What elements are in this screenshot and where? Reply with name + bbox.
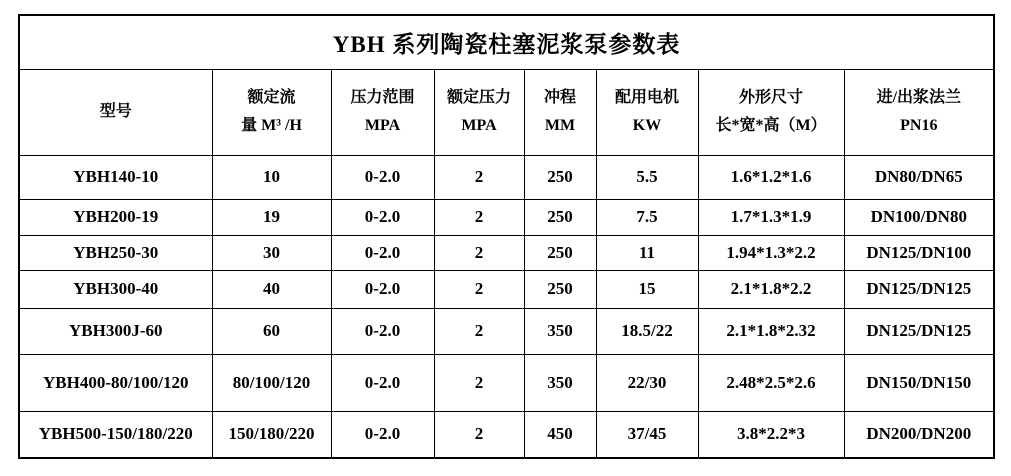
cell-rated-flow: 30 [212, 235, 331, 270]
cell-model: YBH500-150/180/220 [19, 411, 212, 458]
col-header-model [19, 69, 212, 155]
col-header-rated-flow [212, 69, 331, 155]
cell-rated-flow: 60 [212, 308, 331, 354]
col-header-rated-flow-line1: 额定流 [247, 89, 296, 106]
col-header-rated-pressure-line2: MPA [461, 117, 497, 134]
col-header-flange-line2: PN16 [900, 117, 938, 134]
col-header-stroke-line1: 冲程 [543, 89, 576, 106]
cell-motor-power: 11 [596, 235, 698, 270]
cell-pressure-range: 0-2.0 [331, 354, 434, 411]
cell-rated-flow: 150/180/220 [212, 411, 331, 458]
cell-flange: DN100/DN80 [844, 199, 994, 235]
cell-rated-pressure: 2 [434, 411, 524, 458]
cell-rated-pressure: 2 [434, 270, 524, 308]
col-header-pressure-range-line2: MPA [364, 117, 401, 134]
col-header-dimensions-line1: 外形尺寸 [738, 89, 803, 106]
cell-dimensions: 1.7*1.3*1.9 [698, 199, 844, 235]
cell-flange: DN125/DN100 [844, 235, 994, 270]
col-header-flange [844, 69, 994, 155]
cell-model: YBH300-40 [19, 270, 212, 308]
cell-rated-pressure: 2 [434, 354, 524, 411]
cell-stroke: 250 [524, 270, 596, 308]
table-row [19, 199, 994, 235]
cell-rated-flow: 80/100/120 [212, 354, 331, 411]
col-header-motor-power-line1: 配用电机 [614, 89, 679, 106]
cell-dimensions: 2.48*2.5*2.6 [698, 354, 844, 411]
cell-stroke: 250 [524, 235, 596, 270]
cell-model: YBH300J-60 [19, 308, 212, 354]
col-header-flange-line1: 进/出浆法兰 [876, 89, 962, 106]
cell-model: YBH250-30 [19, 235, 212, 270]
cell-rated-pressure: 2 [434, 235, 524, 270]
cell-pressure-range: 0-2.0 [331, 411, 434, 458]
table-row [19, 411, 994, 458]
table-row [19, 308, 994, 354]
col-header-pressure-range [331, 69, 434, 155]
col-header-model-line1: 型号 [99, 103, 132, 120]
cell-pressure-range: 0-2.0 [331, 235, 434, 270]
cell-rated-pressure: 2 [434, 199, 524, 235]
cell-motor-power: 5.5 [596, 155, 698, 199]
col-header-dimensions-line2: 长*宽*高（M） [715, 117, 827, 134]
cell-motor-power: 18.5/22 [596, 308, 698, 354]
cell-pressure-range: 0-2.0 [331, 155, 434, 199]
table-row [19, 270, 994, 308]
col-header-motor-power-line2: KW [632, 117, 662, 134]
cell-model: YBH200-19 [19, 199, 212, 235]
pump-parameters-table [18, 14, 995, 459]
page-title: YBH 系列陶瓷柱塞泥浆泵参数表 [19, 15, 994, 69]
cell-flange: DN125/DN125 [844, 270, 994, 308]
cell-pressure-range: 0-2.0 [331, 270, 434, 308]
cell-flange: DN80/DN65 [844, 155, 994, 199]
cell-pressure-range: 0-2.0 [331, 308, 434, 354]
cell-stroke: 350 [524, 308, 596, 354]
col-header-motor-power [596, 69, 698, 155]
col-header-stroke [524, 69, 596, 155]
cell-rated-flow: 40 [212, 270, 331, 308]
col-header-pressure-range-line1: 压力范围 [350, 89, 415, 106]
cell-stroke: 250 [524, 199, 596, 235]
table-row [19, 235, 994, 270]
cell-motor-power: 37/45 [596, 411, 698, 458]
col-header-stroke-line2: MM [544, 117, 576, 134]
table-title-row [19, 15, 994, 69]
cell-rated-pressure: 2 [434, 155, 524, 199]
col-header-rated-flow-line2: 量 M³ /H [241, 117, 302, 134]
cell-dimensions: 1.94*1.3*2.2 [698, 235, 844, 270]
cell-flange: DN200/DN200 [844, 411, 994, 458]
table-row [19, 155, 994, 199]
cell-flange: DN150/DN150 [844, 354, 994, 411]
cell-pressure-range: 0-2.0 [331, 199, 434, 235]
cell-model: YBH140-10 [19, 155, 212, 199]
cell-motor-power: 7.5 [596, 199, 698, 235]
cell-rated-flow: 10 [212, 155, 331, 199]
table-header-row [19, 69, 994, 155]
cell-stroke: 450 [524, 411, 596, 458]
cell-motor-power: 15 [596, 270, 698, 308]
cell-flange: DN125/DN125 [844, 308, 994, 354]
cell-dimensions: 3.8*2.2*3 [698, 411, 844, 458]
cell-rated-pressure: 2 [434, 308, 524, 354]
cell-dimensions: 2.1*1.8*2.2 [698, 270, 844, 308]
cell-dimensions: 1.6*1.2*1.6 [698, 155, 844, 199]
col-header-dimensions [698, 69, 844, 155]
cell-rated-flow: 19 [212, 199, 331, 235]
cell-motor-power: 22/30 [596, 354, 698, 411]
cell-dimensions: 2.1*1.8*2.32 [698, 308, 844, 354]
cell-stroke: 250 [524, 155, 596, 199]
cell-model: YBH400-80/100/120 [19, 354, 212, 411]
cell-stroke: 350 [524, 354, 596, 411]
table-row [19, 354, 994, 411]
col-header-rated-pressure [434, 69, 524, 155]
col-header-rated-pressure-line1: 额定压力 [446, 89, 511, 106]
